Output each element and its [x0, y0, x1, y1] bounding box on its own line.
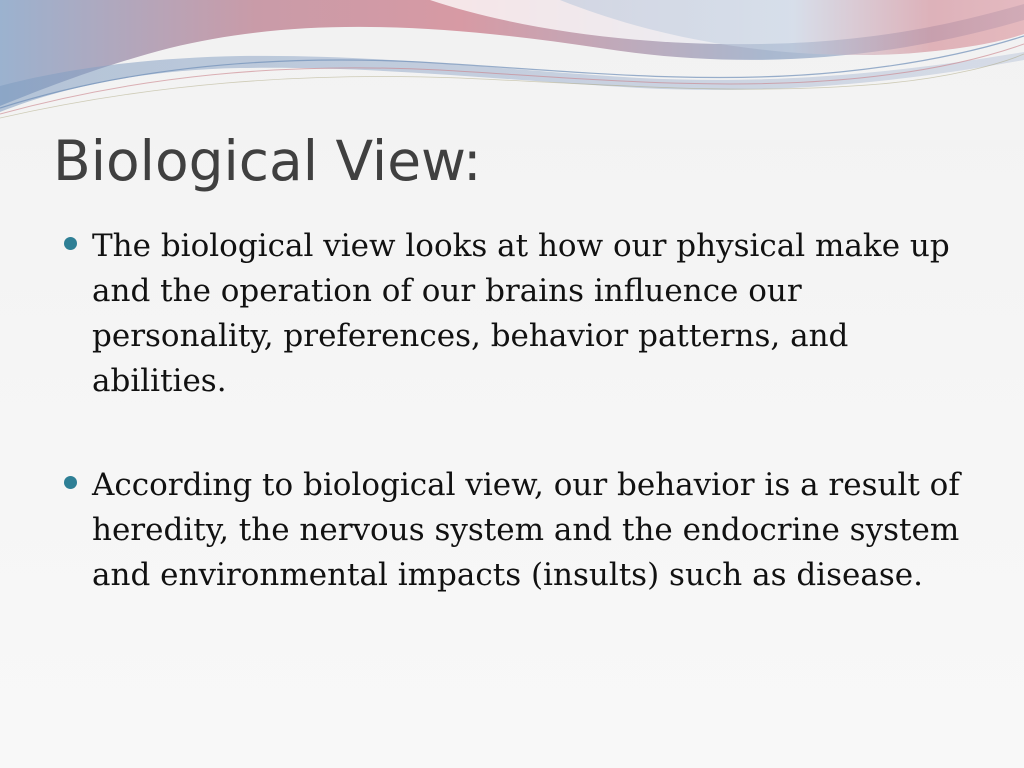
bullet-dot-icon [64, 237, 77, 250]
decorative-wave-header [0, 0, 1024, 130]
bullet-item [62, 224, 972, 404]
bullet-list [62, 224, 972, 598]
bullet-dot-icon [64, 476, 77, 489]
bullet-text: According to biological view, our behavior is a result of heredity, the nervous system and the endocrine system and environmental impacts (insults) such as disease. [92, 467, 960, 593]
bullet-item [62, 463, 972, 598]
bullet-text: The biological view looks at how our physical make up and the operation of our brains influence our personality, preferences, behavior patterns, and abilities. [92, 228, 950, 399]
slide-title: Biological View: [53, 129, 482, 193]
